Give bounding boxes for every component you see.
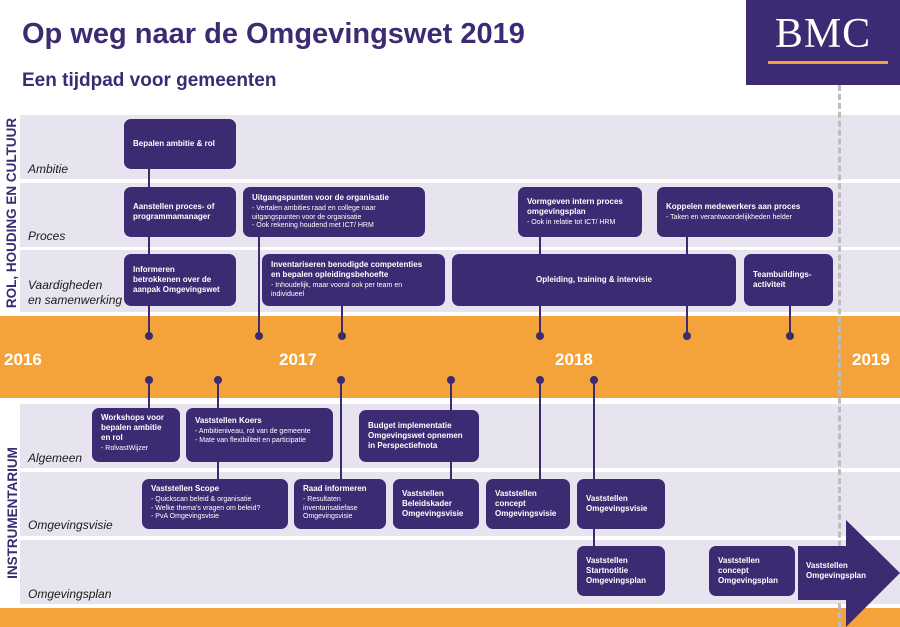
arrow-label: Vaststellen Omgevingsplan bbox=[806, 561, 867, 580]
timeline-marker bbox=[447, 376, 455, 384]
box-title: Inventariseren benodigde competenties en bepalen opleidingsbehoefte bbox=[271, 260, 423, 279]
logo-text: BMC bbox=[774, 11, 872, 57]
box-detail: - Quickscan beleid & organisatie - Welke thema's vragen om beleid? - PvA Omgevingsvisie bbox=[151, 496, 261, 520]
box-title: Vaststellen concept Omgevingsvisie bbox=[495, 489, 557, 518]
box-title: Vormgeven intern proces omgevingsplan bbox=[527, 196, 623, 216]
box-uitgangspunten bbox=[243, 187, 425, 237]
connector-line bbox=[539, 380, 541, 480]
bmc-logo bbox=[746, 0, 900, 85]
box-detail: - Taken en verantwoordelijkheden helder bbox=[666, 213, 792, 221]
connector-line bbox=[148, 380, 150, 410]
box-detail: - Resultaten inventarisatiefase Omgevingsvisie bbox=[303, 496, 358, 520]
box-title: Vaststellen Beleidskader Omgevingsvisie bbox=[402, 489, 464, 518]
row-label-algemeen: Algemeen bbox=[28, 451, 83, 465]
box-title: Teambuildings- activiteit bbox=[753, 270, 812, 289]
timeline-marker bbox=[536, 332, 544, 340]
box-vaststellen-koers bbox=[186, 408, 333, 462]
box-budget-implementatie bbox=[359, 410, 479, 462]
box-vaststellen-omgevingsvisie bbox=[577, 479, 665, 529]
box-title: Bepalen ambitie & rol bbox=[133, 139, 215, 148]
box-startnotitie-omgevingsplan bbox=[577, 546, 665, 596]
row-label-proces: Proces bbox=[28, 229, 66, 243]
row-label-vaardigheden: Vaardigheden en samenwerking bbox=[28, 278, 123, 307]
box-raad-informeren bbox=[294, 479, 386, 529]
box-aanstellen-procesmanager bbox=[124, 187, 236, 237]
box-title: Uitgangspunten voor de organisatie bbox=[252, 193, 389, 202]
box-informeren-betrokkenen bbox=[124, 254, 236, 306]
box-title: Aanstellen proces- of programmamanager bbox=[133, 202, 215, 221]
box-title: Budget implementatie Omgevingswet opnemen in Perspectiefnota bbox=[368, 421, 463, 450]
row-label-omgevingsvisie: Omgevingsvisie bbox=[28, 518, 113, 532]
box-workshops bbox=[92, 408, 180, 462]
timeline-marker bbox=[145, 376, 153, 384]
timeline-marker bbox=[145, 332, 153, 340]
year-2017: 2017 bbox=[279, 350, 317, 369]
logo-underline bbox=[768, 61, 888, 64]
box-detail: - RolvastWijzer bbox=[101, 445, 149, 452]
box-intern-proces bbox=[518, 187, 642, 237]
timeline-marker bbox=[786, 332, 794, 340]
section-label-rol-houding-cultuur: ROL, HOUDING EN CULTUUR bbox=[4, 117, 19, 309]
row-label-ambitie: Ambitie bbox=[28, 162, 69, 176]
bottom-bar bbox=[0, 608, 900, 627]
box-concept-omgevingsplan bbox=[709, 546, 795, 596]
box-vaststellen-scope bbox=[142, 479, 288, 529]
box-detail: - Ambitieniveau, rol van de gemeente - Mate van flexibiliteit en participatie bbox=[195, 428, 311, 444]
box-bepalen-ambitie-rol bbox=[124, 119, 236, 169]
box-opleiding-training bbox=[452, 254, 736, 306]
timeline-marker bbox=[214, 376, 222, 384]
box-title: Opleiding, training & intervisie bbox=[535, 275, 652, 284]
year-2019: 2019 bbox=[852, 350, 890, 369]
timeline-marker bbox=[338, 332, 346, 340]
section-label-instrumentarium: INSTRUMENTARIUM bbox=[5, 447, 20, 579]
connector-line bbox=[258, 230, 260, 336]
box-title: Raad informeren bbox=[303, 484, 367, 493]
timeline-marker bbox=[337, 376, 345, 384]
box-title: Vaststellen Startnotitie Omgevingsplan bbox=[586, 556, 647, 585]
connector-line bbox=[340, 380, 342, 480]
year-2018: 2018 bbox=[555, 350, 593, 369]
timeline-marker bbox=[255, 332, 263, 340]
box-title: Vaststellen concept Omgevingsplan bbox=[718, 556, 779, 585]
box-detail: - Ook in relatie tot ICT/ HRM bbox=[527, 218, 616, 226]
box-title: Vaststellen Omgevingsvisie bbox=[586, 494, 648, 513]
box-title: Vaststellen Scope bbox=[151, 484, 220, 493]
box-detail: - Inhoudelijk, maar vooral ook per team en individueel bbox=[271, 282, 403, 298]
year-2016: 2016 bbox=[4, 350, 42, 369]
row-label-omgevingsplan: Omgevingsplan bbox=[28, 587, 112, 601]
box-detail: - Vertalen ambities raad en college naar uitgangspunten voor de organisatie - Ook rekening houdend met ICT/ HRM bbox=[252, 205, 376, 229]
box-concept-omgevingsvisie bbox=[486, 479, 570, 529]
timeline-marker bbox=[683, 332, 691, 340]
box-title: Informeren betrokkenen over de aanpak Omgevingswet bbox=[133, 265, 220, 294]
box-koppelen-medewerkers bbox=[657, 187, 833, 237]
page-subtitle: Een tijdpad voor gemeenten bbox=[22, 70, 277, 91]
page-title: Op weg naar de Omgevingswet 2019 bbox=[22, 18, 525, 50]
box-teambuilding bbox=[744, 254, 833, 306]
box-title: Koppelen medewerkers aan proces bbox=[666, 201, 801, 211]
timeline-marker bbox=[536, 376, 544, 384]
box-vaststellen-beleidskader bbox=[393, 479, 479, 529]
box-competenties bbox=[262, 254, 445, 306]
timeline-marker bbox=[590, 376, 598, 384]
connector-line bbox=[148, 150, 150, 336]
box-title: Workshops voor bepalen ambitie en rol bbox=[101, 413, 164, 442]
box-title: Vaststellen Koers bbox=[195, 416, 262, 425]
